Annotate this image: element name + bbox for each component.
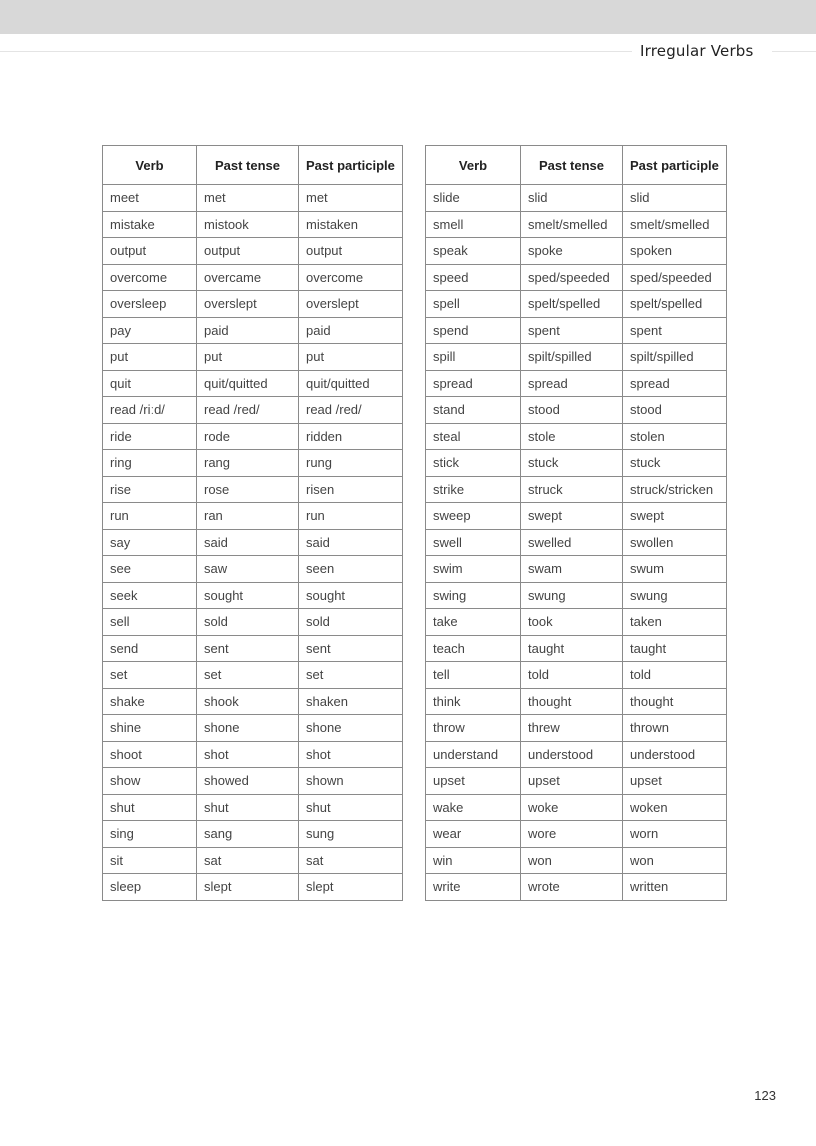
verb-cell: ride bbox=[103, 423, 197, 450]
header-rule-right bbox=[772, 51, 816, 52]
past-participle-cell: shaken bbox=[299, 688, 403, 715]
table-row bbox=[426, 476, 727, 503]
table-row bbox=[426, 291, 727, 318]
past-tense-cell: overslept bbox=[197, 291, 299, 318]
past-tense-cell: quit/quitted bbox=[197, 370, 299, 397]
verb-cell: stand bbox=[426, 397, 521, 424]
past-participle-cell: read /red/ bbox=[299, 397, 403, 424]
verb-cell: meet bbox=[103, 185, 197, 212]
past-participle-cell: told bbox=[623, 662, 727, 689]
past-tense-cell: read /red/ bbox=[197, 397, 299, 424]
past-tense-cell: shut bbox=[197, 794, 299, 821]
table-row bbox=[426, 423, 727, 450]
table-row bbox=[103, 291, 403, 318]
past-tense-cell: shone bbox=[197, 715, 299, 742]
verb-cell: shine bbox=[103, 715, 197, 742]
table-row bbox=[103, 238, 403, 265]
verb-cell: overcome bbox=[103, 264, 197, 291]
verb-cell: sing bbox=[103, 821, 197, 848]
past-participle-cell: swept bbox=[623, 503, 727, 530]
past-tense-cell: spelt/spelled bbox=[521, 291, 623, 318]
past-participle-cell: paid bbox=[299, 317, 403, 344]
top-band bbox=[0, 0, 816, 34]
past-participle-cell: overslept bbox=[299, 291, 403, 318]
past-tense-cell: sat bbox=[197, 847, 299, 874]
table-row bbox=[426, 317, 727, 344]
table-row bbox=[103, 476, 403, 503]
past-tense-cell: swam bbox=[521, 556, 623, 583]
verb-cell: spread bbox=[426, 370, 521, 397]
past-participle-cell: slept bbox=[299, 874, 403, 901]
past-tense-cell: stood bbox=[521, 397, 623, 424]
past-tense-cell: showed bbox=[197, 768, 299, 795]
column-header-past-tense: Past tense bbox=[197, 146, 299, 185]
past-tense-cell: sang bbox=[197, 821, 299, 848]
past-participle-cell: upset bbox=[623, 768, 727, 795]
table-row bbox=[103, 503, 403, 530]
verb-cell: mistake bbox=[103, 211, 197, 238]
past-tense-cell: shot bbox=[197, 741, 299, 768]
verb-cell: smell bbox=[426, 211, 521, 238]
past-participle-cell: sought bbox=[299, 582, 403, 609]
past-participle-cell: won bbox=[623, 847, 727, 874]
verb-cell: wake bbox=[426, 794, 521, 821]
table-row bbox=[426, 264, 727, 291]
past-participle-cell: ridden bbox=[299, 423, 403, 450]
table-row bbox=[103, 264, 403, 291]
verb-cell: put bbox=[103, 344, 197, 371]
verb-cell: wear bbox=[426, 821, 521, 848]
verb-cell: quit bbox=[103, 370, 197, 397]
table-header-row bbox=[103, 146, 403, 185]
verb-cell: spell bbox=[426, 291, 521, 318]
past-tense-cell: rose bbox=[197, 476, 299, 503]
past-tense-cell: wore bbox=[521, 821, 623, 848]
past-participle-cell: run bbox=[299, 503, 403, 530]
past-participle-cell: spelt/spelled bbox=[623, 291, 727, 318]
past-participle-cell: swollen bbox=[623, 529, 727, 556]
header-rule-left bbox=[0, 51, 632, 52]
past-participle-cell: quit/quitted bbox=[299, 370, 403, 397]
past-tense-cell: output bbox=[197, 238, 299, 265]
verb-cell: shoot bbox=[103, 741, 197, 768]
table-row bbox=[103, 635, 403, 662]
past-participle-cell: swum bbox=[623, 556, 727, 583]
past-tense-cell: took bbox=[521, 609, 623, 636]
past-participle-cell: output bbox=[299, 238, 403, 265]
table-row bbox=[426, 370, 727, 397]
past-tense-cell: sent bbox=[197, 635, 299, 662]
past-tense-cell: rode bbox=[197, 423, 299, 450]
verb-cell: throw bbox=[426, 715, 521, 742]
verb-cell: see bbox=[103, 556, 197, 583]
past-tense-cell: saw bbox=[197, 556, 299, 583]
table-row bbox=[426, 238, 727, 265]
verb-cell: sleep bbox=[103, 874, 197, 901]
past-participle-cell: stuck bbox=[623, 450, 727, 477]
past-participle-cell: set bbox=[299, 662, 403, 689]
past-participle-cell: said bbox=[299, 529, 403, 556]
past-participle-cell: taught bbox=[623, 635, 727, 662]
table-row bbox=[426, 662, 727, 689]
table-row bbox=[103, 715, 403, 742]
past-participle-cell: risen bbox=[299, 476, 403, 503]
past-participle-cell: stolen bbox=[623, 423, 727, 450]
past-tense-cell: paid bbox=[197, 317, 299, 344]
verb-table-left bbox=[102, 145, 403, 901]
past-participle-cell: spilt/spilled bbox=[623, 344, 727, 371]
past-participle-cell: understood bbox=[623, 741, 727, 768]
table-row bbox=[103, 688, 403, 715]
past-tense-cell: told bbox=[521, 662, 623, 689]
past-participle-cell: shut bbox=[299, 794, 403, 821]
past-participle-cell: overcome bbox=[299, 264, 403, 291]
table-row bbox=[426, 715, 727, 742]
past-tense-cell: taught bbox=[521, 635, 623, 662]
past-participle-cell: shown bbox=[299, 768, 403, 795]
verb-cell: speak bbox=[426, 238, 521, 265]
table-row bbox=[426, 688, 727, 715]
past-participle-cell: mistaken bbox=[299, 211, 403, 238]
past-tense-cell: won bbox=[521, 847, 623, 874]
table-row bbox=[103, 185, 403, 212]
past-tense-cell: stuck bbox=[521, 450, 623, 477]
verb-cell: teach bbox=[426, 635, 521, 662]
verb-cell: stick bbox=[426, 450, 521, 477]
past-participle-cell: spoken bbox=[623, 238, 727, 265]
table-row bbox=[103, 397, 403, 424]
past-tense-cell: smelt/smelled bbox=[521, 211, 623, 238]
past-participle-cell: sent bbox=[299, 635, 403, 662]
table-row bbox=[103, 609, 403, 636]
table-row bbox=[103, 874, 403, 901]
past-tense-cell: overcame bbox=[197, 264, 299, 291]
past-tense-cell: understood bbox=[521, 741, 623, 768]
past-tense-cell: stole bbox=[521, 423, 623, 450]
past-tense-cell: shook bbox=[197, 688, 299, 715]
past-participle-cell: met bbox=[299, 185, 403, 212]
past-participle-cell: sung bbox=[299, 821, 403, 848]
verb-cell: set bbox=[103, 662, 197, 689]
table-row bbox=[103, 450, 403, 477]
verb-cell: oversleep bbox=[103, 291, 197, 318]
table-row bbox=[426, 794, 727, 821]
verb-cell: rise bbox=[103, 476, 197, 503]
verb-cell: swing bbox=[426, 582, 521, 609]
verb-cell: sweep bbox=[426, 503, 521, 530]
past-tense-cell: set bbox=[197, 662, 299, 689]
table-row bbox=[426, 609, 727, 636]
table-row bbox=[426, 397, 727, 424]
column-header-past-participle: Past participle bbox=[623, 146, 727, 185]
past-participle-cell: worn bbox=[623, 821, 727, 848]
table-row bbox=[426, 821, 727, 848]
past-participle-cell: sold bbox=[299, 609, 403, 636]
page-number: 123 bbox=[754, 1088, 776, 1103]
verb-cell: strike bbox=[426, 476, 521, 503]
verb-cell: shut bbox=[103, 794, 197, 821]
past-tense-cell: swept bbox=[521, 503, 623, 530]
verb-cell: understand bbox=[426, 741, 521, 768]
past-tense-cell: wrote bbox=[521, 874, 623, 901]
verb-cell: shake bbox=[103, 688, 197, 715]
past-tense-cell: ran bbox=[197, 503, 299, 530]
past-tense-cell: spread bbox=[521, 370, 623, 397]
table-row bbox=[426, 635, 727, 662]
past-tense-cell: sped/speeded bbox=[521, 264, 623, 291]
past-tense-cell: spoke bbox=[521, 238, 623, 265]
table-row bbox=[426, 344, 727, 371]
past-tense-cell: met bbox=[197, 185, 299, 212]
page-title: Irregular Verbs bbox=[640, 42, 754, 60]
table-row bbox=[426, 582, 727, 609]
column-header-past-tense: Past tense bbox=[521, 146, 623, 185]
verb-table-right bbox=[425, 145, 727, 901]
table-row bbox=[426, 768, 727, 795]
verb-cell: steal bbox=[426, 423, 521, 450]
table-row bbox=[103, 317, 403, 344]
table-row bbox=[103, 662, 403, 689]
past-participle-cell: sat bbox=[299, 847, 403, 874]
table-row bbox=[103, 768, 403, 795]
past-participle-cell: spread bbox=[623, 370, 727, 397]
verb-cell: slide bbox=[426, 185, 521, 212]
verb-cell: pay bbox=[103, 317, 197, 344]
table-row bbox=[426, 503, 727, 530]
past-participle-cell: sped/speeded bbox=[623, 264, 727, 291]
past-tense-cell: slid bbox=[521, 185, 623, 212]
verb-cell: think bbox=[426, 688, 521, 715]
table-row bbox=[426, 450, 727, 477]
table-row bbox=[103, 847, 403, 874]
table-row bbox=[103, 370, 403, 397]
past-tense-cell: put bbox=[197, 344, 299, 371]
past-participle-cell: thrown bbox=[623, 715, 727, 742]
verb-cell: output bbox=[103, 238, 197, 265]
past-participle-cell: shot bbox=[299, 741, 403, 768]
verb-cell: write bbox=[426, 874, 521, 901]
table-row bbox=[103, 821, 403, 848]
verb-cell: tell bbox=[426, 662, 521, 689]
past-tense-cell: upset bbox=[521, 768, 623, 795]
past-participle-cell: written bbox=[623, 874, 727, 901]
column-header-past-participle: Past participle bbox=[299, 146, 403, 185]
table-row bbox=[103, 741, 403, 768]
verb-cell: sit bbox=[103, 847, 197, 874]
table-row bbox=[103, 794, 403, 821]
table-row bbox=[426, 211, 727, 238]
past-tense-cell: said bbox=[197, 529, 299, 556]
past-participle-cell: woken bbox=[623, 794, 727, 821]
past-tense-cell: sought bbox=[197, 582, 299, 609]
past-tense-cell: sold bbox=[197, 609, 299, 636]
past-tense-cell: swelled bbox=[521, 529, 623, 556]
past-participle-cell: taken bbox=[623, 609, 727, 636]
table-row bbox=[426, 556, 727, 583]
past-participle-cell: seen bbox=[299, 556, 403, 583]
verb-cell: spend bbox=[426, 317, 521, 344]
table-row bbox=[426, 847, 727, 874]
verb-cell: show bbox=[103, 768, 197, 795]
past-participle-cell: shone bbox=[299, 715, 403, 742]
table-row bbox=[426, 741, 727, 768]
table-row bbox=[103, 423, 403, 450]
past-participle-cell: rung bbox=[299, 450, 403, 477]
table-header-row bbox=[426, 146, 727, 185]
table-row bbox=[426, 185, 727, 212]
past-participle-cell: thought bbox=[623, 688, 727, 715]
past-tense-cell: struck bbox=[521, 476, 623, 503]
past-tense-cell: spilt/spilled bbox=[521, 344, 623, 371]
past-tense-cell: rang bbox=[197, 450, 299, 477]
past-participle-cell: spent bbox=[623, 317, 727, 344]
verb-cell: swim bbox=[426, 556, 521, 583]
table-row bbox=[426, 874, 727, 901]
verb-cell: swell bbox=[426, 529, 521, 556]
verb-cell: win bbox=[426, 847, 521, 874]
verb-cell: run bbox=[103, 503, 197, 530]
verb-cell: upset bbox=[426, 768, 521, 795]
past-tense-cell: thought bbox=[521, 688, 623, 715]
past-participle-cell: swung bbox=[623, 582, 727, 609]
column-header-verb: Verb bbox=[103, 146, 197, 185]
verb-cell: take bbox=[426, 609, 521, 636]
past-tense-cell: spent bbox=[521, 317, 623, 344]
past-participle-cell: put bbox=[299, 344, 403, 371]
past-participle-cell: stood bbox=[623, 397, 727, 424]
verb-cell: read /riːd/ bbox=[103, 397, 197, 424]
verb-cell: sell bbox=[103, 609, 197, 636]
past-tense-cell: mistook bbox=[197, 211, 299, 238]
table-row bbox=[103, 344, 403, 371]
verb-cell: send bbox=[103, 635, 197, 662]
verb-cell: spill bbox=[426, 344, 521, 371]
past-participle-cell: smelt/smelled bbox=[623, 211, 727, 238]
table-row bbox=[103, 582, 403, 609]
verb-cell: say bbox=[103, 529, 197, 556]
past-tense-cell: slept bbox=[197, 874, 299, 901]
table-row bbox=[103, 556, 403, 583]
table-row bbox=[103, 211, 403, 238]
past-tense-cell: threw bbox=[521, 715, 623, 742]
past-participle-cell: slid bbox=[623, 185, 727, 212]
verb-cell: speed bbox=[426, 264, 521, 291]
column-header-verb: Verb bbox=[426, 146, 521, 185]
verb-cell: ring bbox=[103, 450, 197, 477]
table-row bbox=[103, 529, 403, 556]
verb-cell: seek bbox=[103, 582, 197, 609]
table-row bbox=[426, 529, 727, 556]
past-tense-cell: swung bbox=[521, 582, 623, 609]
past-tense-cell: woke bbox=[521, 794, 623, 821]
past-participle-cell: struck/stricken bbox=[623, 476, 727, 503]
